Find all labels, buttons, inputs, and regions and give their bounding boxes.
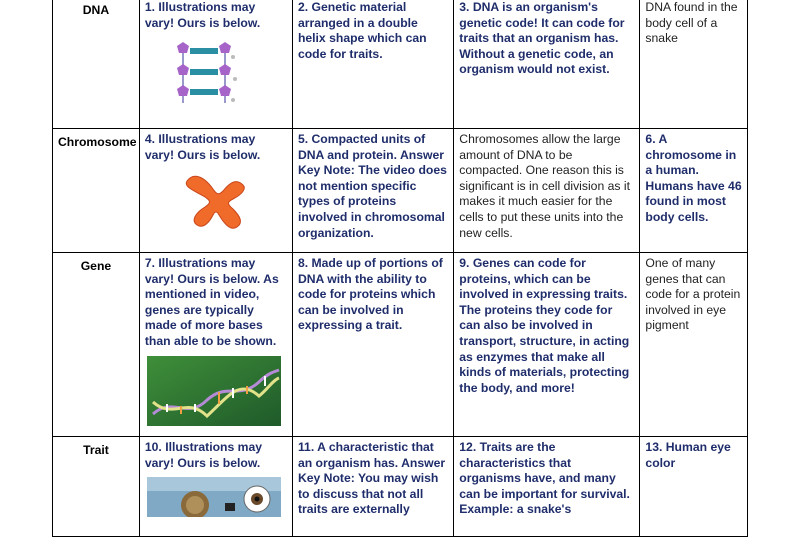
illustration-cell bbox=[139, 253, 292, 437]
significance-text: 12. Traits are the characteristics that organisms have, and many can be important for survival. Example: a snake's bbox=[459, 440, 630, 517]
term-cell: Trait bbox=[53, 437, 140, 537]
illustration-text: 1. Illustrations may vary! Ours is below. bbox=[144, 0, 261, 30]
table-row bbox=[53, 253, 748, 437]
example-text: 13. Human eye color bbox=[645, 440, 731, 470]
example-cell bbox=[640, 253, 748, 437]
vocabulary-table bbox=[52, 0, 748, 537]
illustration-cell bbox=[139, 0, 292, 129]
definition-cell bbox=[292, 253, 453, 437]
illustration-text: 7. Illustrations may vary! Ours is below. As mentioned in video, genes are typically made of more bases than able to be shown. bbox=[144, 256, 279, 348]
significance-cell bbox=[454, 437, 640, 537]
significance-cell bbox=[454, 129, 640, 253]
example-cell bbox=[640, 0, 748, 129]
definition-cell bbox=[292, 437, 453, 537]
table-row bbox=[53, 129, 748, 253]
illustration-cell bbox=[139, 129, 292, 253]
table-row bbox=[53, 0, 748, 129]
illustration-text: 10. Illustrations may vary! Ours is below. bbox=[144, 440, 263, 470]
definition-text: 11. A characteristic that an organism has. Answer Key Note: You may wish to discuss that not all traits are externally bbox=[297, 440, 446, 517]
gene-helix-image bbox=[147, 356, 281, 426]
illustration-cell bbox=[139, 437, 292, 537]
example-text: DNA found in the body cell of a snake bbox=[645, 0, 738, 46]
chromosome-icon bbox=[183, 169, 253, 233]
example-cell bbox=[640, 437, 748, 537]
example-text: 6. A chromosome in a human. Humans have 46 found in most body cells. bbox=[645, 132, 742, 224]
significance-text: 3. DNA is an organism's genetic code! It can code for traits that an organism has. Without a genetic code, an organism would not exist. bbox=[459, 0, 625, 77]
significance-text: 9. Genes can code for proteins, which can be involved in expressing traits. The proteins they code for can also be involved in transport, structure, in acting as enzymes that make all kinds of materials, protecting the body, and more! bbox=[459, 256, 630, 395]
table-row bbox=[53, 437, 748, 537]
term-cell: DNA bbox=[53, 0, 140, 129]
definition-text: 5. Compacted units of DNA and protein. Answer Key Note: The video does not mention specific types of proteins involved in chromosomal organization. bbox=[297, 132, 447, 240]
trait-photo-image bbox=[147, 477, 281, 517]
example-text: One of many genes that can code for a protein involved in eye pigment bbox=[645, 256, 741, 333]
definition-cell bbox=[292, 0, 453, 129]
definition-cell bbox=[292, 129, 453, 253]
definition-text: 8. Made up of portions of DNA with the ability to code for proteins which can be involved in expressing a trait. bbox=[297, 256, 443, 333]
definition-text: 2. Genetic material arranged in a double helix shape which can code for traits. bbox=[297, 0, 427, 61]
significance-cell bbox=[454, 253, 640, 437]
term-cell: Chromosome bbox=[53, 129, 140, 253]
example-cell bbox=[640, 129, 748, 253]
illustration-text: 4. Illustrations may vary! Ours is below. bbox=[144, 132, 261, 162]
significance-cell bbox=[454, 0, 640, 129]
dna-ladder-icon bbox=[173, 37, 253, 107]
significance-text: Chromosomes allow the large amount of DNA to be compacted. One reason this is significant is in cell division as it makes it much easier for the cells to put these units into the new cells. bbox=[459, 132, 630, 240]
term-cell: Gene bbox=[53, 253, 140, 437]
